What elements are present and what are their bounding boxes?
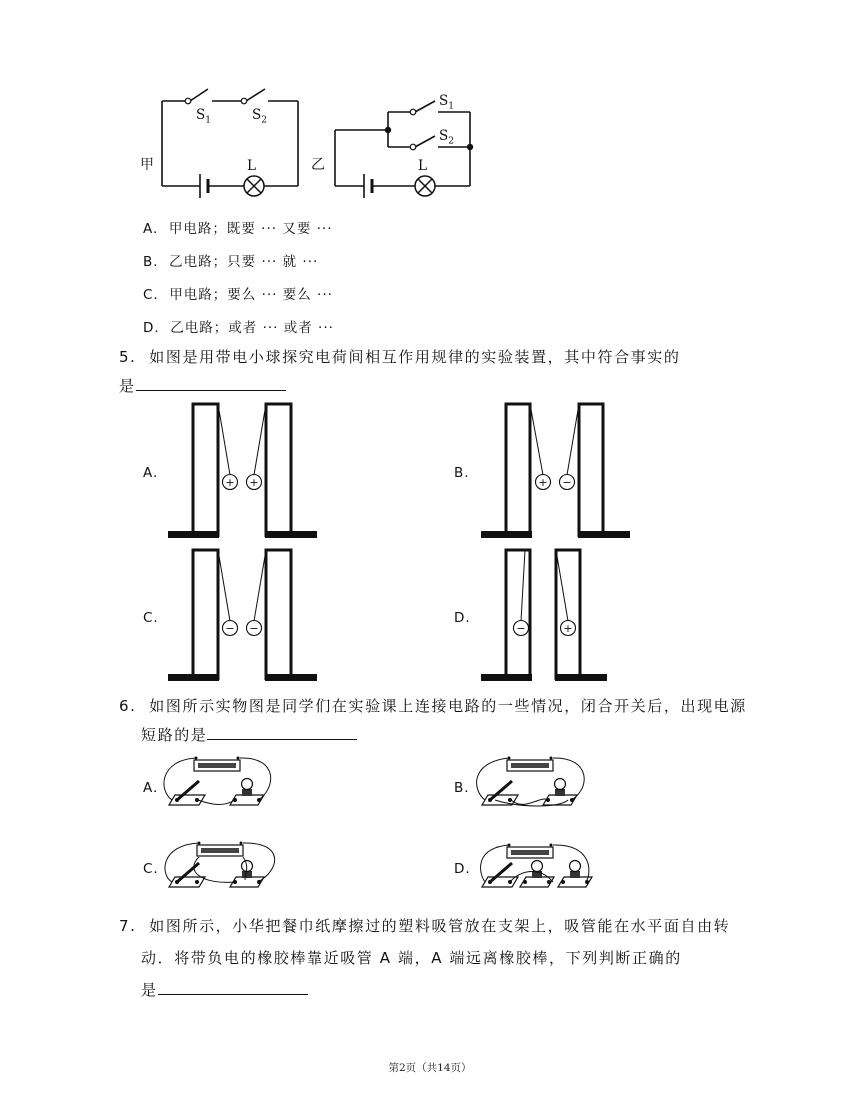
lamp-label-yi: L xyxy=(418,158,427,174)
q5-option-d[interactable]: D. xyxy=(454,610,471,626)
q5b-left-charge: + xyxy=(538,476,548,489)
q5b-right-charge: − xyxy=(562,476,572,489)
q4-option-c[interactable]: C. 甲电路；要么 ··· 要么 ··· xyxy=(143,287,333,303)
q5c-left-charge: − xyxy=(225,622,235,635)
q6-stem: 6. 如图所示实物图是同学们在实验课上连接电路的一些情况，闭合开关后，出现电源 短路的是 xyxy=(119,697,747,744)
q4-option-a[interactable]: A. 甲电路；既要 ··· 又要 ··· xyxy=(143,221,333,237)
q5-option-a[interactable]: A. xyxy=(143,465,159,481)
q5d-right-charge: + xyxy=(563,622,573,635)
q5a-right-charge: + xyxy=(249,476,259,489)
q6-option-a[interactable]: A. xyxy=(143,780,159,796)
switch-s1-label-yi: $S_1$ xyxy=(439,93,454,112)
switch-s2-label-yi: $S_2$ xyxy=(439,128,454,147)
yi-label: 乙 xyxy=(311,157,325,173)
q6-option-b[interactable]: B. xyxy=(454,780,470,796)
q7-stem: 7. 如图所示，小华把餐巾纸摩擦过的塑料吸管放在支架上，吸管能在水平面自由转 动．将带负电的橡胶棒靠近吸管 A 端，A 端远离橡胶棒，下列判断正确的 是 xyxy=(119,917,731,999)
q6-option-d[interactable]: D. xyxy=(454,861,471,877)
page-footer: 第2页（共14页） xyxy=(388,1062,472,1074)
q7-answer-blank[interactable] xyxy=(158,978,308,995)
q4-option-d[interactable]: D. 乙电路；或者 ··· 或者 ··· xyxy=(143,320,334,336)
switch-s1-label: $S_1$ xyxy=(196,107,211,126)
q5-stem: 5. 如图是用带电小球探究电荷间相互作用规律的实验装置，其中符合事实的 是 xyxy=(119,348,681,395)
lamp-label: L xyxy=(247,158,256,174)
q5a-left-charge: + xyxy=(225,476,235,489)
jia-label: 甲 xyxy=(140,157,154,173)
q5c-right-charge: − xyxy=(249,622,259,635)
q5-option-b[interactable]: B. xyxy=(454,465,470,481)
switch-s2-label: $S_2$ xyxy=(252,107,267,126)
q6-option-c[interactable]: C. xyxy=(143,861,159,877)
q4-option-b[interactable]: B. 乙电路；只要 ··· 就 ··· xyxy=(143,254,319,270)
q5-option-c[interactable]: C. xyxy=(143,610,159,626)
q5d-left-charge: − xyxy=(516,622,526,635)
